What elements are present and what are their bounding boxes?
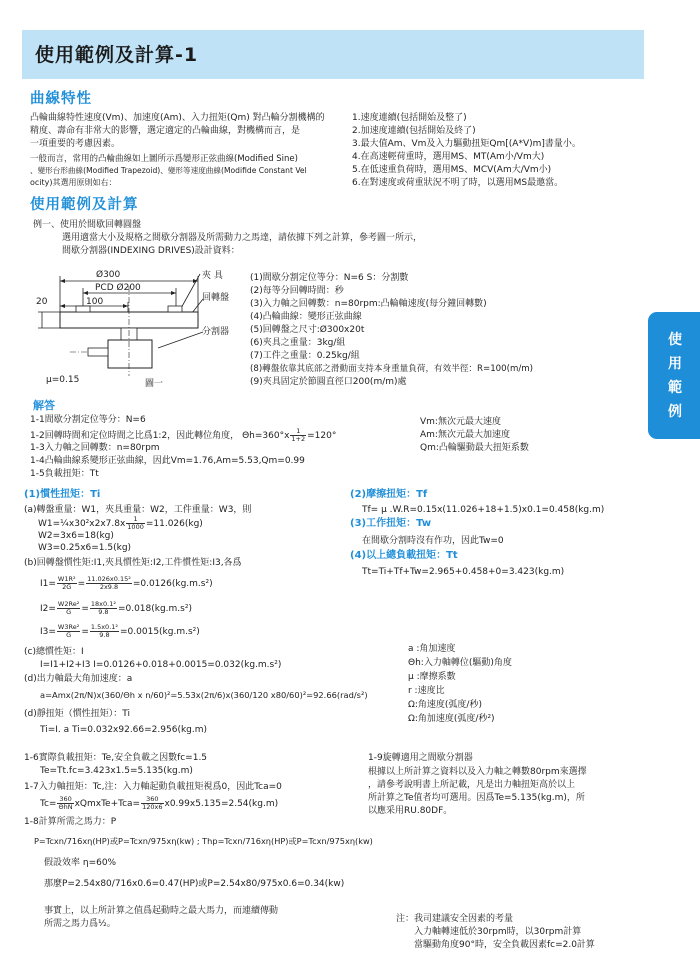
fact-note: 事實上，以上所計算之值爲起動時之最大馬力，而連續傳動 (44, 906, 279, 916)
w1-fraction (126, 516, 145, 531)
symbol-item: a :角加速度 (408, 644, 456, 654)
i1-formula: I1= $\frac{\text{W1R²}}{2G}$ = $\frac{\text{11.026x0.15²}}{2x9.8}$ =0.0126(kg.m.s²) (40, 575, 213, 591)
power-result: 那麼P=2.54x80/716x0.6=0.47(HP)或P=2.54x80/975x0.6=0.34(kw) (44, 879, 345, 889)
fraction-numerator: 18x0.1² (90, 600, 116, 608)
fraction-denominator: 9.8 (98, 608, 109, 616)
rule-item: 1.速度連續(包括開始及整了) (352, 113, 467, 123)
solution-step: 1-5負載扭矩：Tt (30, 469, 99, 479)
power-formula: P=Tcxn/716xη(HP)或P=Tcxn/975xη(kw) ; Thp=Tcxn/716xη(HP)或P=Tcxn/975xη(kw) (34, 836, 373, 846)
example-intro: 例一、使用於間歇回轉圓盤 (33, 220, 142, 230)
power-title: 1-8計算所需之馬力：P (24, 817, 117, 827)
dim-diameter-300: Ø300 (96, 270, 121, 280)
rule-item: 2.加速度連續(包括開始及終了) (352, 126, 476, 136)
tc-middle: xQmxTe+Tca= (74, 799, 141, 809)
angular-accel-title: (d)出力軸最大角加速度：a (24, 674, 133, 684)
symbol-item: Ω:角加速度(弧度/秒²) (408, 714, 495, 724)
example-intro: 間歇分割器(INDEXING DRIVES)設計資料： (62, 246, 240, 256)
fraction-denominator: 9.8 (99, 631, 110, 639)
fraction-numerator: 11.026x0.15² (87, 575, 131, 583)
note-title: 注：我司建議安全因素的考量 (396, 914, 514, 924)
example-intro: 選用適當大小及規格之間歇分割器及所需動力之馬達，請依據下列之計算，參考圖一所示， (62, 233, 423, 243)
w3-formula: W3=0.25x6=1.5(kg) (38, 543, 132, 553)
spec-item: (2)每等分回轉時間：秒 (250, 286, 344, 296)
text-line: 凸輪曲線特性速度(Vm)、加速度(Am)、入力扭矩(Qm) 對凸輪分割機構的 (30, 113, 325, 123)
side-tab-char: 使 (668, 332, 682, 348)
i1-result: =0.0126(kg.m.s²) (132, 579, 213, 589)
solution-step: 1-1間歇分割定位等分：N=6 (30, 415, 146, 425)
fraction-denominator: 1+2 (291, 435, 306, 443)
symbol-item: Θh:入力軸轉位(驅動)角度 (408, 658, 512, 668)
spec-item: (5)回轉盤之尺寸:Ø300x20t (250, 325, 365, 335)
symbol-item: μ :摩擦系數 (408, 672, 456, 682)
i3-fraction (57, 624, 80, 639)
fraction-numerator: 1 (290, 428, 306, 436)
label-rotary-plate: 回轉盤 (202, 293, 230, 303)
theta-fraction (290, 428, 306, 443)
fraction-denominator: G (66, 631, 72, 639)
dim-100: 100 (86, 297, 104, 307)
fact-note: 所需之馬力爲½。 (44, 919, 116, 929)
rule-item: 6.在對速度或荷重狀況不明了時，以選用MS最邀當。 (352, 178, 564, 188)
spec-item: (1)間歇分割定位等分：N=6 S：分割數 (250, 273, 409, 283)
work-torque-text: 在間歇分割時沒有作功，因此Tw=0 (362, 536, 504, 546)
side-tab (648, 312, 700, 439)
theta-result: =120° (307, 431, 337, 441)
fraction-numerator: 360 (59, 795, 72, 803)
selection-title: 1-9旋轉適用之間歇分割器 (368, 753, 473, 763)
text-line: 精度、壽命有非常大的影響，選定適定的凸輪曲線，對機構而言，是 (30, 126, 301, 136)
solution-step: 1-4凸輪曲線系變形正弦曲線，因此Vm=1.76,Am=5.53,Qm=0.99 (30, 456, 305, 466)
fraction-denominator: 2x9.8 (99, 583, 119, 591)
input-shaft-torque-formula (40, 796, 278, 811)
figure-caption: 圖一 (145, 379, 164, 389)
tc-fraction-values (141, 796, 163, 811)
i2-fraction (57, 601, 80, 616)
rule-item: 4.在高速輕荷重時，選用MS、MT(Am小/Vm大) (352, 152, 545, 162)
selection-line: ，請參考說明書上所記載，凡是出力軸扭矩高於以上 (368, 780, 576, 790)
legend-item: Qm:凸輪驅動最大扭矩系數 (420, 443, 529, 453)
side-tab-char: 範 (668, 380, 682, 396)
total-inertia-formula: I=I1+I2+I3 I=0.0126+0.018+0.0015=0.032(kg.m.s²) (40, 660, 282, 670)
text-line: 、變形台形曲線(Modified Trapezoid)、變形等速度曲線(Modifide Constant Vel (30, 166, 307, 175)
fraction-denominator: 120x6 (142, 803, 163, 811)
w1-text: W1=¼x30²x2x7.8x (38, 519, 126, 529)
side-tab-char: 例 (668, 404, 682, 420)
note-line: 當驅動角度90°時，安全負載因素fc=2.0計算 (414, 940, 595, 950)
friction-formula: Tf= μ .W.R=0.15x(11.026+18+1.5)x0.1=0.458(kg.m) (362, 505, 605, 515)
inertia-title: (1)慣性扭矩：Ti (24, 489, 101, 500)
total-inertia-title: (c)總慣性矩：I (24, 647, 84, 657)
i2-label: I2= (40, 604, 56, 614)
i2-result: =0.018(kg.m.s²) (117, 604, 192, 614)
theta-formula: Θh=360°x (242, 431, 290, 441)
page-title: 使用範例及計算-1 (35, 44, 199, 66)
rule-item: 3.最大值Am、Vm及入力驅動扭矩Qm[(A*V)m]書量小。 (352, 139, 581, 149)
static-torque-title: (d)靜扭矩（慣性扭矩）：Ti (24, 709, 130, 719)
fraction-denominator: 2G (62, 583, 72, 591)
i1-fraction (57, 576, 77, 591)
dim-20: 20 (36, 297, 48, 307)
spec-item: (8)轉盤依靠其底部之滑動面支持本身重量負荷，有效半徑：R=100(m/m) (250, 364, 533, 374)
friction-title: (2)摩擦扭矩：Tf (350, 489, 428, 500)
solution-step: 1-3入力軸之回轉數：n=80rpm (30, 443, 160, 453)
text-line: ocity)其選用原則如右： (30, 178, 117, 187)
fraction-numerator: W2Re² (57, 600, 80, 608)
selection-line: 所計算之Te值者均可選用。因爲Te=5.135(kg.m)，所 (368, 793, 585, 803)
tc-fraction (57, 796, 73, 811)
solution-title: 解答 (33, 399, 55, 412)
dim-pcd-200: PCD Ø200 (95, 283, 141, 293)
inertia-moments: (b)回轉盤慣性矩:I1,夾具慣性矩:I2,工件慣性矩:I3,各爲 (24, 558, 242, 568)
i3-label: I3= (40, 627, 56, 637)
note-line: 入力軸轉速低於30rpm時，以30rpm計算 (414, 927, 582, 937)
symbol-item: Ω:角速度(弧度/秒) (408, 700, 482, 710)
actual-load-torque-formula: Te=Tt.fc=3.423x1.5=5.135(kg.m) (40, 766, 193, 776)
spec-item: (7)工件之重量：0.25kg/組 (250, 351, 360, 361)
section-title-curve: 曲線特性 (30, 91, 92, 107)
w2-formula: W2=3x6=18(kg) (38, 531, 114, 541)
spec-item: (4)凸輪曲線：變形正弦曲線 (250, 312, 362, 322)
legend-item: Vm:無次元最大速度 (420, 417, 501, 427)
tc-result: x0.99x5.135=2.54(kg.m) (164, 799, 279, 809)
fraction-numerator: W1R² (57, 575, 76, 583)
i3-fraction-values (90, 624, 119, 639)
text-line: 一般而言，常用的凸輪曲線如上圖所示爲變形正弦曲線(Modified Sine) (30, 154, 298, 164)
fraction-numerator: 360 (141, 796, 163, 804)
selection-line: 以應采用RU.80DF。 (368, 806, 453, 816)
fraction-denominator: 1000 (127, 523, 144, 531)
text-line: 一項重要的考慮因素。 (30, 139, 121, 149)
solution-step-text: 1-2回轉時間和定位時間之比爲1:2，因此轉位角度， (30, 431, 240, 441)
legend-item: Am:無次元最大加速度 (420, 430, 510, 440)
rule-item: 5.在低速重負荷時，選用MS、MCV(Am大/Vm小) (352, 165, 552, 175)
total-torque-formula: Tt=Ti+Tf+Tw=2.965+0.458+0=3.423(kg.m) (362, 567, 565, 577)
spec-item: (3)入力軸之回轉數：n=80rpm:凸輪軸速度(每分鐘回轉數) (250, 299, 487, 309)
spec-item: (6)夾具之重量：3kg/組 (250, 338, 346, 348)
i1-fraction-values (86, 576, 132, 591)
i2-fraction-values (90, 601, 117, 616)
label-mu: μ=0.15 (46, 375, 80, 385)
section-title-example: 使用範例及計算 (30, 197, 139, 213)
actual-load-torque: 1-6實際負載扭矩：Te,安全負載之因數fc=1.5 (24, 753, 208, 763)
w1-result: =11.026(kg) (145, 519, 203, 529)
i2-formula: I2= $\frac{\text{W2Re²}}{G}$ = $\frac{\text{18x0.1²}}{9.8}$ =0.018(kg.m.s²) (40, 600, 192, 616)
solution-step (30, 428, 336, 443)
fraction-numerator: 1.5x0.1² (90, 623, 119, 631)
fraction-denominator: ΘhN (58, 803, 73, 811)
efficiency-assumption: 假設效率 η=60% (44, 858, 117, 868)
angular-accel-formula: a=Amx(2π/N)x(360/Θh x n/60)²=5.53x(2π/6)x(360/120 x80/60)²=92.66(rad/s²) (40, 690, 368, 700)
i1-label: I1= (40, 579, 56, 589)
label-fixture: 夾 具 (202, 271, 223, 281)
input-shaft-torque: 1-7入力軸扭矩：Tc,注：入力軸起動負載扭矩視爲0，因此Tca=0 (24, 782, 282, 792)
w1-formula (38, 516, 203, 531)
side-tab-char: 用 (668, 356, 682, 372)
spec-item: (9)夾具固定於節圓直徑口200(m/m)處 (250, 377, 407, 387)
work-torque-title: (3)工作扭矩：Tw (350, 518, 432, 529)
i3-formula: I3= $\frac{\text{W3Re²}}{G}$ = $\frac{\text{1.5x0.1²}}{9.8}$ =0.0015(kg.m.s²) (40, 623, 200, 639)
fraction-denominator: G (66, 608, 72, 616)
inertia-weights: (a)轉盤重量：W1，夾具重量：W2，工件重量：W3，則 (24, 505, 252, 515)
static-torque-formula: Ti=I. a Ti=0.032x92.66=2.956(kg.m) (40, 725, 208, 735)
tc-label: Tc= (40, 799, 57, 809)
total-torque-title: (4)以上總負載扭矩：Tt (350, 550, 458, 561)
symbol-item: r :速度比 (408, 686, 445, 696)
label-indexer: 分割器 (202, 327, 230, 337)
selection-line: 根據以上所計算之資料以及入力軸之轉數80rpm來選擇 (368, 767, 587, 777)
i3-result: =0.0015(kg.m.s²) (120, 627, 200, 637)
fraction-numerator: 1 (126, 516, 145, 524)
fraction-numerator: W3Re² (57, 623, 80, 631)
